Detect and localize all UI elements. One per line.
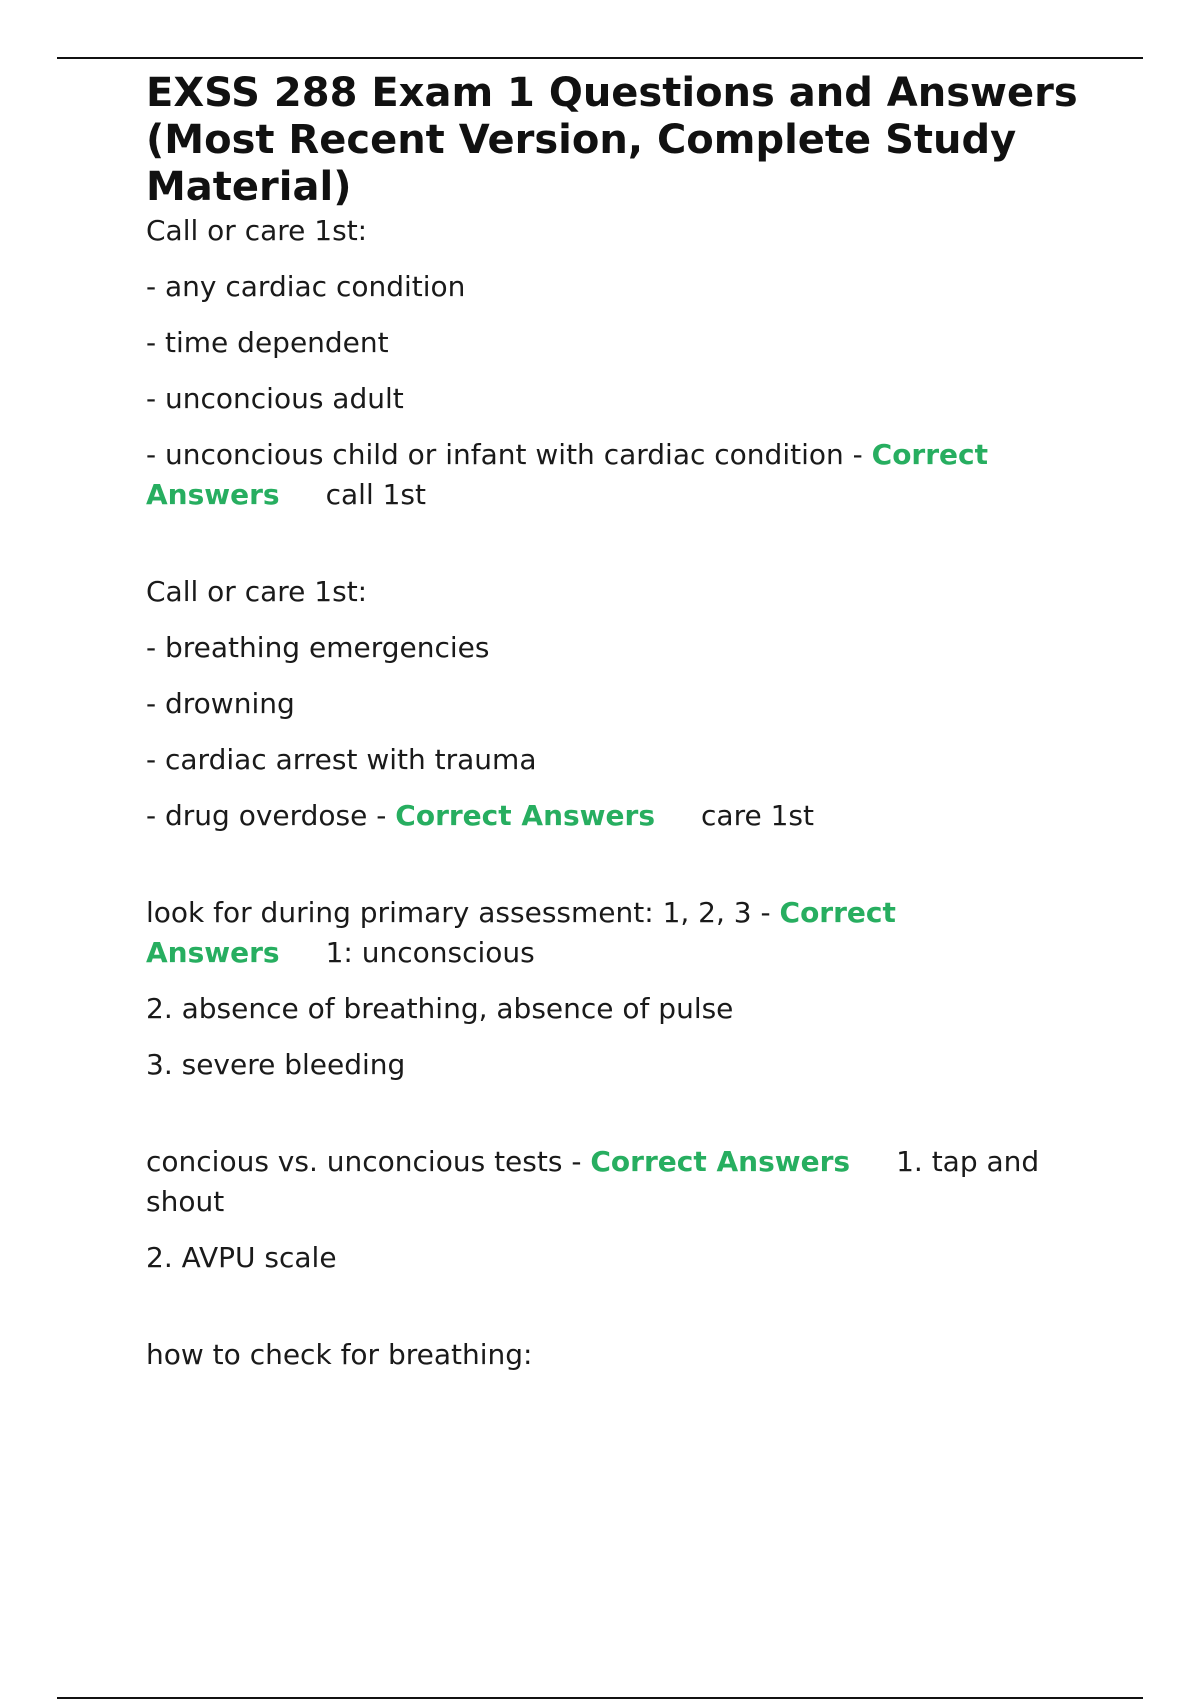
question-item-text: - unconcious child or infant with cardiac condition - [146, 438, 872, 471]
question-2 [146, 572, 1096, 836]
answer-text: call 1st [325, 478, 427, 511]
question-4 [146, 1142, 1096, 1278]
question-prompt-with-answer [146, 1142, 1096, 1222]
question-item: - breathing emergencies [146, 631, 490, 664]
question-prompt-with-answer [146, 893, 1096, 973]
answer-text: 1: unconscious [325, 936, 535, 969]
question-item: - unconcious adult [146, 382, 404, 415]
question-item-with-answer [146, 435, 1096, 515]
document-body [146, 70, 1096, 1375]
question-prompt: concious vs. unconcious tests - [146, 1145, 591, 1178]
answer-item: 2. absence of breathing, absence of pulse [146, 992, 734, 1025]
question-5 [146, 1335, 1096, 1375]
question-prompt: Call or care 1st: [146, 575, 368, 608]
answer-item: 3. severe bleeding [146, 1048, 406, 1081]
question-item: - any cardiac condition [146, 270, 466, 303]
answer-text: 1. tap and shout [146, 1145, 1040, 1218]
question-prompt: how to check for breathing: [146, 1338, 533, 1371]
answer-item: 2. AVPU scale [146, 1241, 337, 1274]
correct-answers-label: Correct Answers [590, 1145, 851, 1178]
correct-answers-label: Correct Answers [395, 799, 656, 832]
question-item: - drowning [146, 687, 295, 720]
correct-answers-label: Correct Answers [146, 438, 989, 511]
question-item: - cardiac arrest with trauma [146, 743, 537, 776]
question-3 [146, 893, 1096, 1085]
question-prompt: look for during primary assessment: 1, 2, 3 - [146, 896, 780, 929]
top-rule [57, 57, 1143, 59]
answer-text: care 1st [701, 799, 814, 832]
bottom-rule [57, 1697, 1143, 1699]
question-1 [146, 211, 1096, 515]
document-title: EXSS 288 Exam 1 Questions and Answers (Most Recent Version, Complete Study Material) [146, 70, 1078, 210]
question-item-text: - drug overdose - [146, 799, 396, 832]
question-prompt: Call or care 1st: [146, 214, 368, 247]
question-item-with-answer [146, 796, 1096, 836]
correct-answers-label: Correct Answers [146, 896, 896, 969]
question-item: - time dependent [146, 326, 389, 359]
